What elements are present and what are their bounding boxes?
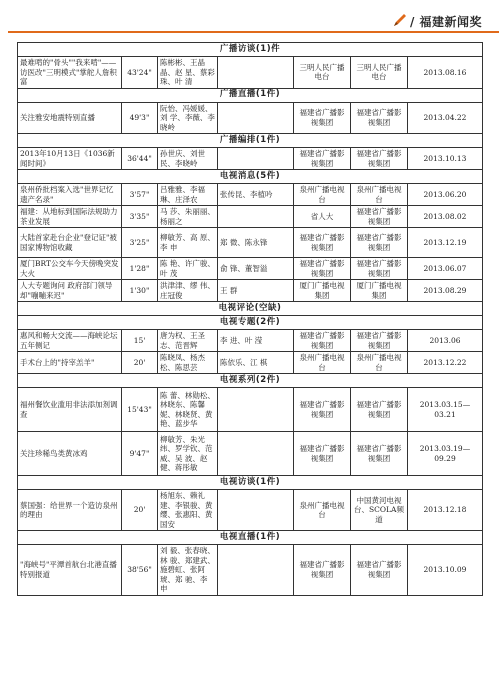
duration-cell: 3'35"	[122, 206, 158, 228]
date-cell: 2013.12.19	[408, 228, 483, 258]
section-header-row	[18, 374, 483, 388]
submitter-cell: 福建省广播影视集团	[351, 206, 408, 228]
publisher-cell: 福建省广播影视集团	[294, 102, 351, 134]
work-title: 手术台上的"持宰羔羊"	[18, 352, 122, 374]
header-rule	[8, 31, 499, 33]
editors-cell: 李 进、叶 滢	[218, 330, 294, 352]
date-cell: 2013.06.07	[408, 258, 483, 280]
work-title: 泉州侨批档案入选"世界记忆遗产名录"	[18, 184, 122, 206]
date-cell: 2013.06.20	[408, 184, 483, 206]
submitter-cell: 福建省广播影视集团	[351, 330, 408, 352]
authors-cell: 陈彬彬、王晶晶、赵 星、蔡彩珠、叶 清	[158, 57, 218, 89]
submitter-cell: 厦门广播电视集团	[351, 280, 408, 302]
section-header-row	[18, 134, 483, 148]
work-title: 大陆首家赴台企业"登记证"被国家博物馆收藏	[18, 228, 122, 258]
publisher-cell: 福建省广播影视集团	[294, 148, 351, 170]
awards-table	[17, 42, 482, 596]
submitter-cell: 三明人民广播电台	[351, 57, 408, 89]
section-title: 电视系列(2件)	[18, 374, 483, 388]
work-title: 关注珍稀鸟类黄冰鸡	[18, 432, 122, 476]
table-row	[18, 545, 483, 596]
table-row	[18, 280, 483, 302]
publisher-cell: 福建省广播影视集团	[294, 432, 351, 476]
authors-cell: 唐为权、王圣志、范晋辉	[158, 330, 218, 352]
duration-cell: 1'30"	[122, 280, 158, 302]
editors-cell	[218, 545, 294, 596]
submitter-cell: 福建省广播影视集团	[351, 388, 408, 432]
table-row	[18, 102, 483, 134]
table-row	[18, 184, 483, 206]
date-cell: 2013.10.09	[408, 545, 483, 596]
submitter-cell: 福建省广播影视集团	[351, 258, 408, 280]
submitter-cell: 中国黄河电视台、SCOLA频道	[351, 490, 408, 531]
editors-cell: 陈依乐、江 棋	[218, 352, 294, 374]
table-row	[18, 352, 483, 374]
submitter-cell: 福建省广播影视集团	[351, 102, 408, 134]
duration-cell: 36'44"	[122, 148, 158, 170]
publisher-cell: 福建省广播影视集团	[294, 258, 351, 280]
submitter-cell: 福建省广播影视集团	[351, 148, 408, 170]
work-title: 福州餐饮业滥用非法添加剂调查	[18, 388, 122, 432]
date-cell: 2013.03.15—03.21	[408, 388, 483, 432]
duration-cell: 3'57"	[122, 184, 158, 206]
editors-cell	[218, 432, 294, 476]
section-header-row	[18, 88, 483, 102]
date-cell: 2013.06	[408, 330, 483, 352]
table-row	[18, 388, 483, 432]
work-title: 蔡国强：给世界一个造访泉州的理由	[18, 490, 122, 531]
publisher-cell: 泉州广播电视台	[294, 184, 351, 206]
publisher-cell: 厦门广播电视集团	[294, 280, 351, 302]
date-cell: 2013.08.16	[408, 57, 483, 89]
publisher-cell: 福建省广播影视集团	[294, 228, 351, 258]
work-title: 最难啃的"骨头""我来啃"——访医改"三明模式"掌舵人詹积富	[18, 57, 122, 89]
section-header-row	[18, 316, 483, 330]
pen-icon	[392, 12, 408, 28]
section-header-row	[18, 476, 483, 490]
date-cell: 2013.12.18	[408, 490, 483, 531]
section-header-row	[18, 531, 483, 545]
section-title: 广播直播(1件)	[18, 88, 483, 102]
duration-cell: 20'	[122, 352, 158, 374]
work-title: 福建：从地标到国际法规助力茶业发展	[18, 206, 122, 228]
submitter-cell: 泉州广播电视台	[351, 184, 408, 206]
date-cell: 2013.08.02	[408, 206, 483, 228]
publisher-cell: 福建省广播影视集团	[294, 330, 351, 352]
publisher-cell: 泉州广播电视台	[294, 352, 351, 374]
authors-cell: 刘 毅、张春晓、林 骏、郑建武、施碧虹、张阿琥、郑 驰、李 申	[158, 545, 218, 596]
duration-cell: 1'28"	[122, 258, 158, 280]
section-header-row	[18, 43, 483, 57]
section-title: 电视评论(空缺)	[18, 302, 483, 316]
authors-cell: 洪津津、缪 伟、庄冠俊	[158, 280, 218, 302]
editors-cell	[218, 102, 294, 134]
duration-cell: 15'43"	[122, 388, 158, 432]
table-row	[18, 258, 483, 280]
authors-cell: 马 莎、朱丽丽、杨丽之	[158, 206, 218, 228]
table-row	[18, 57, 483, 89]
publisher-cell: 省人大	[294, 206, 351, 228]
section-title: 电视直播(1件)	[18, 531, 483, 545]
work-title: 厦门BRT公交车今天傍晚突发大火	[18, 258, 122, 280]
authors-cell: 陈晓凤、杨杰松、陈思芸	[158, 352, 218, 374]
editors-cell: 张传昆、李植吟	[218, 184, 294, 206]
table-row	[18, 432, 483, 476]
table-row	[18, 228, 483, 258]
section-header-row	[18, 170, 483, 184]
work-title: "海峡号"平潭首航台北港直播特别报道	[18, 545, 122, 596]
authors-cell: 陈 蕾、林勋松、林晓东、陈馨妮、林晓贤、黄 艳、蓝步华	[158, 388, 218, 432]
submitter-cell: 福建省广播影视集团	[351, 432, 408, 476]
authors-cell: 柳敏芳、朱光纬、罗学钦、范 威、吴 波、赵 健、蒋彤敏	[158, 432, 218, 476]
work-title: 关注雅安地震特别直播	[18, 102, 122, 134]
editors-cell	[218, 490, 294, 531]
editors-cell: 王 群	[218, 280, 294, 302]
duration-cell: 3'25"	[122, 228, 158, 258]
submitter-cell: 福建省广播影视集团	[351, 545, 408, 596]
date-cell: 2013.10.13	[408, 148, 483, 170]
duration-cell: 38'56"	[122, 545, 158, 596]
publisher-cell: 福建省广播影视集团	[294, 545, 351, 596]
section-title: 广播访谈(1)件	[18, 43, 483, 57]
section-title: 广播编排(1件)	[18, 134, 483, 148]
authors-cell: 陈 艳、许广骏、叶 茂	[158, 258, 218, 280]
submitter-cell: 福建省广播影视集团	[351, 228, 408, 258]
editors-cell	[218, 388, 294, 432]
section-title: 电视专题(2件)	[18, 316, 483, 330]
editors-cell	[218, 206, 294, 228]
date-cell: 2013.03.19—09.29	[408, 432, 483, 476]
header-title: / 福建新闻奖	[410, 15, 483, 29]
authors-cell: 孙世庆、刘世民、李晓岭	[158, 148, 218, 170]
publisher-cell: 三明人民广播电台	[294, 57, 351, 89]
duration-cell: 49'3"	[122, 102, 158, 134]
section-title: 电视消息(5件)	[18, 170, 483, 184]
duration-cell: 43'24"	[122, 57, 158, 89]
date-cell: 2013.12.22	[408, 352, 483, 374]
authors-cell: 柳敏芳、高 原、李 申	[158, 228, 218, 258]
page-header	[0, 10, 499, 34]
table-row	[18, 330, 483, 352]
table-row	[18, 148, 483, 170]
duration-cell: 15'	[122, 330, 158, 352]
editors-cell: 俞 锋、董智溢	[218, 258, 294, 280]
editors-cell	[218, 148, 294, 170]
table-body	[18, 43, 483, 596]
authors-cell: 杨旭东、赖礼建、李银骏、黄 缨、张惠阳、黄国安	[158, 490, 218, 531]
table-row	[18, 206, 483, 228]
publisher-cell: 泉州广播电视台	[294, 490, 351, 531]
work-title: 惠风和畅大交流——海峡论坛五年侧记	[18, 330, 122, 352]
awards-grid	[17, 42, 483, 596]
editors-cell	[218, 57, 294, 89]
work-title: 2013年10月13日《1036新闻时间》	[18, 148, 122, 170]
duration-cell: 9'47"	[122, 432, 158, 476]
editors-cell: 郑 微、陈永锋	[218, 228, 294, 258]
duration-cell: 20'	[122, 490, 158, 531]
submitter-cell: 泉州广播电视台	[351, 352, 408, 374]
section-title: 电视访谈(1件)	[18, 476, 483, 490]
table-row	[18, 490, 483, 531]
section-header-row	[18, 302, 483, 316]
date-cell: 2013.08.29	[408, 280, 483, 302]
authors-cell: 吕雅雅、李福琳、庄泽农	[158, 184, 218, 206]
work-title: 人大专题询问 政府部门领导却"嘣嘣来迟"	[18, 280, 122, 302]
publisher-cell: 福建省广播影视集团	[294, 388, 351, 432]
authors-cell: 阮怡、冯媛媛、刘 学、李薇、李晓岭	[158, 102, 218, 134]
date-cell: 2013.04.22	[408, 102, 483, 134]
